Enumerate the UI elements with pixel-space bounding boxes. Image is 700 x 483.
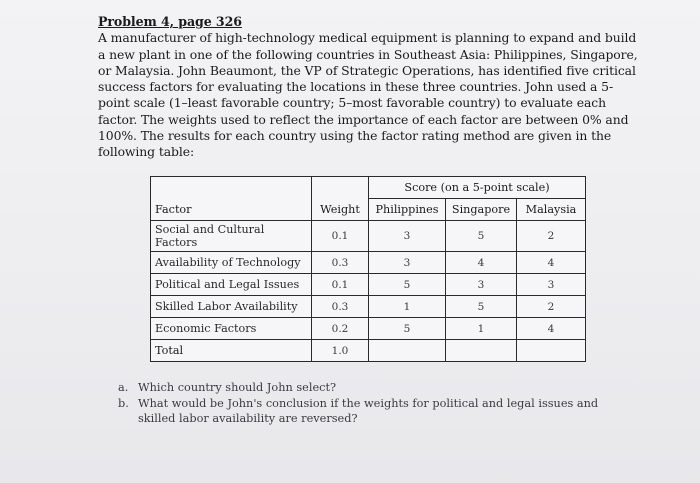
- problem-text: A manufacturer of high-technology medical equipment is planning to expand and build a new plant in one of the following countries in Southeast Asia: Philippines, Singapore, or Malaysia. John Beaumont, the VP of Strategic Operations, has identified five critical success factors for evaluating the locations in these three countries. John used a 5-point scale (1–least favorable country; 5–most favorable country) to evaluate each factor. The weights used to reflect the importance of each factor are between 0% and 100%. The results for each country using the factor rating method are given in the following table:: [98, 30, 638, 160]
- weight-value: 0.3: [312, 252, 369, 274]
- question-text: What would be John's conclusion if the weights for political and legal issues and skilled labor availability are reversed?: [138, 396, 599, 425]
- weight-value: 0.1: [312, 221, 369, 252]
- problem-heading: Problem 4, page 326: [98, 14, 242, 29]
- table-row: [151, 221, 586, 252]
- philippines-score: 3: [369, 221, 446, 252]
- table-total-row: [151, 340, 586, 362]
- factor-name: Political and Legal Issues: [151, 274, 312, 296]
- problem-statement: [98, 14, 638, 161]
- question-letter: b.: [118, 396, 129, 410]
- table-row: [151, 274, 586, 296]
- philippines-column-header: Philippines: [369, 199, 446, 221]
- malaysia-score: 2: [517, 221, 586, 252]
- total-label: Total: [151, 340, 312, 362]
- factor-name: Economic Factors: [151, 318, 312, 340]
- question-text: Which country should John select?: [138, 381, 337, 394]
- table-row: [151, 252, 586, 274]
- list-item: [118, 396, 618, 427]
- malaysia-score: 4: [517, 318, 586, 340]
- malaysia-score: 2: [517, 296, 586, 318]
- weight-value: 0.2: [312, 318, 369, 340]
- factor-name: Skilled Labor Availability: [151, 296, 312, 318]
- singapore-score: 4: [446, 252, 517, 274]
- singapore-score: 3: [446, 274, 517, 296]
- factor-name: Availability of Technology: [151, 252, 312, 274]
- factor-rating-table: [150, 176, 586, 362]
- total-weight: 1.0: [312, 340, 369, 362]
- list-item: [118, 380, 618, 396]
- weight-value: 0.1: [312, 274, 369, 296]
- question-letter: a.: [118, 381, 129, 394]
- factor-name: Social and Cultural Factors: [151, 221, 312, 252]
- malaysia-score: 4: [517, 252, 586, 274]
- malaysia-column-header: Malaysia: [517, 199, 586, 221]
- philippines-score: 5: [369, 274, 446, 296]
- malaysia-score: 3: [517, 274, 586, 296]
- table-header-row-2: [151, 199, 586, 221]
- singapore-score: 5: [446, 221, 517, 252]
- question-list: [118, 380, 618, 427]
- table-header-row-1: [151, 177, 586, 199]
- table-row: [151, 296, 586, 318]
- weight-column-header: Weight: [312, 199, 369, 221]
- philippines-score: 1: [369, 296, 446, 318]
- singapore-score: 1: [446, 318, 517, 340]
- philippines-score: 3: [369, 252, 446, 274]
- factor-column-header: Factor: [151, 199, 312, 221]
- singapore-score: 5: [446, 296, 517, 318]
- weight-value: 0.3: [312, 296, 369, 318]
- score-scale-header: Score (on a 5-point scale): [369, 177, 586, 199]
- table-row: [151, 318, 586, 340]
- philippines-score: 5: [369, 318, 446, 340]
- singapore-column-header: Singapore: [446, 199, 517, 221]
